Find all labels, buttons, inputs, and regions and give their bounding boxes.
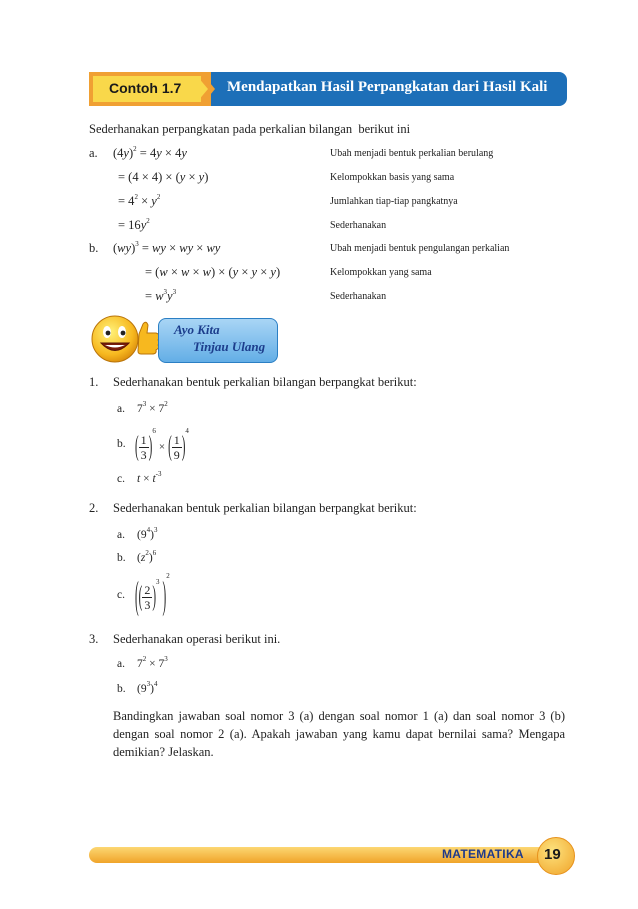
q1a-letter: a. [117,403,125,415]
example-b-line-2-math: = (w × w × w) × (y × y × y) [145,265,281,279]
q3a-letter: a. [117,658,125,670]
intro-text: Sederhanakan perpangkatan pada perkalian bilangan berikut ini [89,122,411,136]
example-header [89,72,567,106]
q1c-var: t [137,473,141,485]
q1c-times: × [143,473,150,485]
q1-number: 1. [89,375,99,389]
example-title: Mendapatkan Hasil Perpangkatan dari Hasil Kali [227,79,548,95]
q1c-letter: c. [117,473,125,485]
q2-text: Sederhanakan bentuk perkalian bilangan berpangkat berikut: [113,501,417,515]
q3b-base: 9 [140,683,147,695]
example-a-line-4-note: Sederhanakan [330,220,387,231]
q3a-exp2: 3 [164,655,168,663]
example-a-line-2-math: = (4 × 4) × (y × y) [118,170,209,184]
example-b-line-2-note: Kelompokkan yang sama [330,267,432,278]
footer [89,837,584,873]
q1b-expression: ( $\frac{1}{3}$ ) 6 × ( $\frac{1}{9}$ ) 4 [135,427,189,463]
q2b-var: z [140,552,146,564]
q2a-outer-exp: 3 [153,526,158,534]
q1a-exp2: 2 [164,400,168,408]
q2b-outer-exp: 6 [152,549,157,557]
q3a-expression [137,657,168,672]
footer-subject: MATEMATIKA [442,847,524,861]
smiley-thumbs-up-icon [89,312,169,364]
q2a-expression: $(9^4)^3$ [137,526,158,541]
q3a-base2: 7 [158,658,165,670]
example-a-line-3-math: = $4^2 \times y^2$ [118,193,161,208]
q1b-exp-2: 4 [185,427,189,435]
q3-text: Sederhanakan operasi berikut ini. [113,632,281,646]
q2-number: 2. [89,501,99,515]
q3a-base: 7 [137,658,143,670]
page-number: 19 [544,846,561,863]
example-a-line-1-note: Ubah menjadi bentuk perkalian berulang [330,148,494,159]
q1c-var2: t [152,473,156,485]
q2a-inner-exp: 4 [146,526,151,534]
q2c-outer-exp: 2 [166,572,170,580]
q1b-fraction-2: $\frac{1}{9}$ [173,432,180,462]
review-badge-line1: Ayo Kita [174,322,220,337]
q1a-exp: 3 [142,400,147,408]
q2c-inner-exp: 3 [156,578,160,586]
example-a-line-4-math: = $16y^2$ [118,217,150,232]
q1a-times: × [149,403,156,415]
q1c-expression [137,472,162,487]
q3a-times: × [149,658,156,670]
q3b-outer-exp: 4 [153,680,158,688]
q3-paragraph: Bandingkan jawaban soal nomor 3 (a) dengan soal nomor 1 (a) dan soal nomor 3 (b) dengan soal nomor 2 (a). Apakah jawaban yang kamu dapat bernilai sama? Mengapa demikian? Jelaskan. [113,709,565,759]
q1a-base: 7 [137,403,143,415]
q3b-inner-exp: 3 [146,680,151,688]
q1a-base2: 7 [158,403,165,415]
example-a-line-2-note: Kelompokkan basis yang sama [330,172,455,183]
q1b-letter: b. [117,438,126,450]
example-b-line-3-math: = $w^3y^3$ [145,288,177,303]
q3-number: 3. [89,632,99,646]
q2a-letter: a. [117,529,125,541]
q1b-exp-1: 6 [152,427,156,435]
q2c-expression: ( ( $\frac{2}{3}$ ) 3 ) 2 [135,572,170,619]
example-b-line-1-math: (wy)$^3$ = wy × wy × wy [113,240,221,255]
q3a-exp: 2 [142,655,147,663]
q2c-letter: c. [117,589,125,601]
q1a-expression [137,402,168,417]
example-a-line-1-math: $(4y)^2 = 4y \times 4y$ [113,145,187,160]
example-b-line-3-note: Sederhanakan [330,291,387,302]
q1b-times: × [158,441,166,453]
q3b-expression: $(9^3)^4$ [137,680,158,695]
review-badge-line2: Tinjau Ulang [193,339,266,354]
q2b-expression: $(z^2)^6$ [137,549,157,564]
example-b-letter: b. [89,241,99,255]
q3b-letter: b. [117,683,126,695]
example-a-letter: a. [89,146,98,160]
example-a-line-3-note: Jumlahkan tiap-tiap pangkatnya [330,196,458,207]
q1-text: Sederhanakan bentuk perkalian bilangan berpangkat berikut: [113,375,417,389]
q2b-letter: b. [117,552,126,564]
q2b-inner-exp: 2 [145,549,149,557]
q2a-base: 9 [140,529,147,541]
example-number: Contoh 1.7 [109,80,182,96]
review-badge [89,312,279,364]
q2c-fraction: $\frac{2}{3}$ [144,582,151,612]
example-b-line-1-note: Ubah menjadi bentuk pengulangan perkalian [330,243,510,254]
q1b-fraction-1: $\frac{1}{3}$ [140,432,147,462]
example-label [89,72,211,106]
q1c-exp: -3 [155,470,162,478]
